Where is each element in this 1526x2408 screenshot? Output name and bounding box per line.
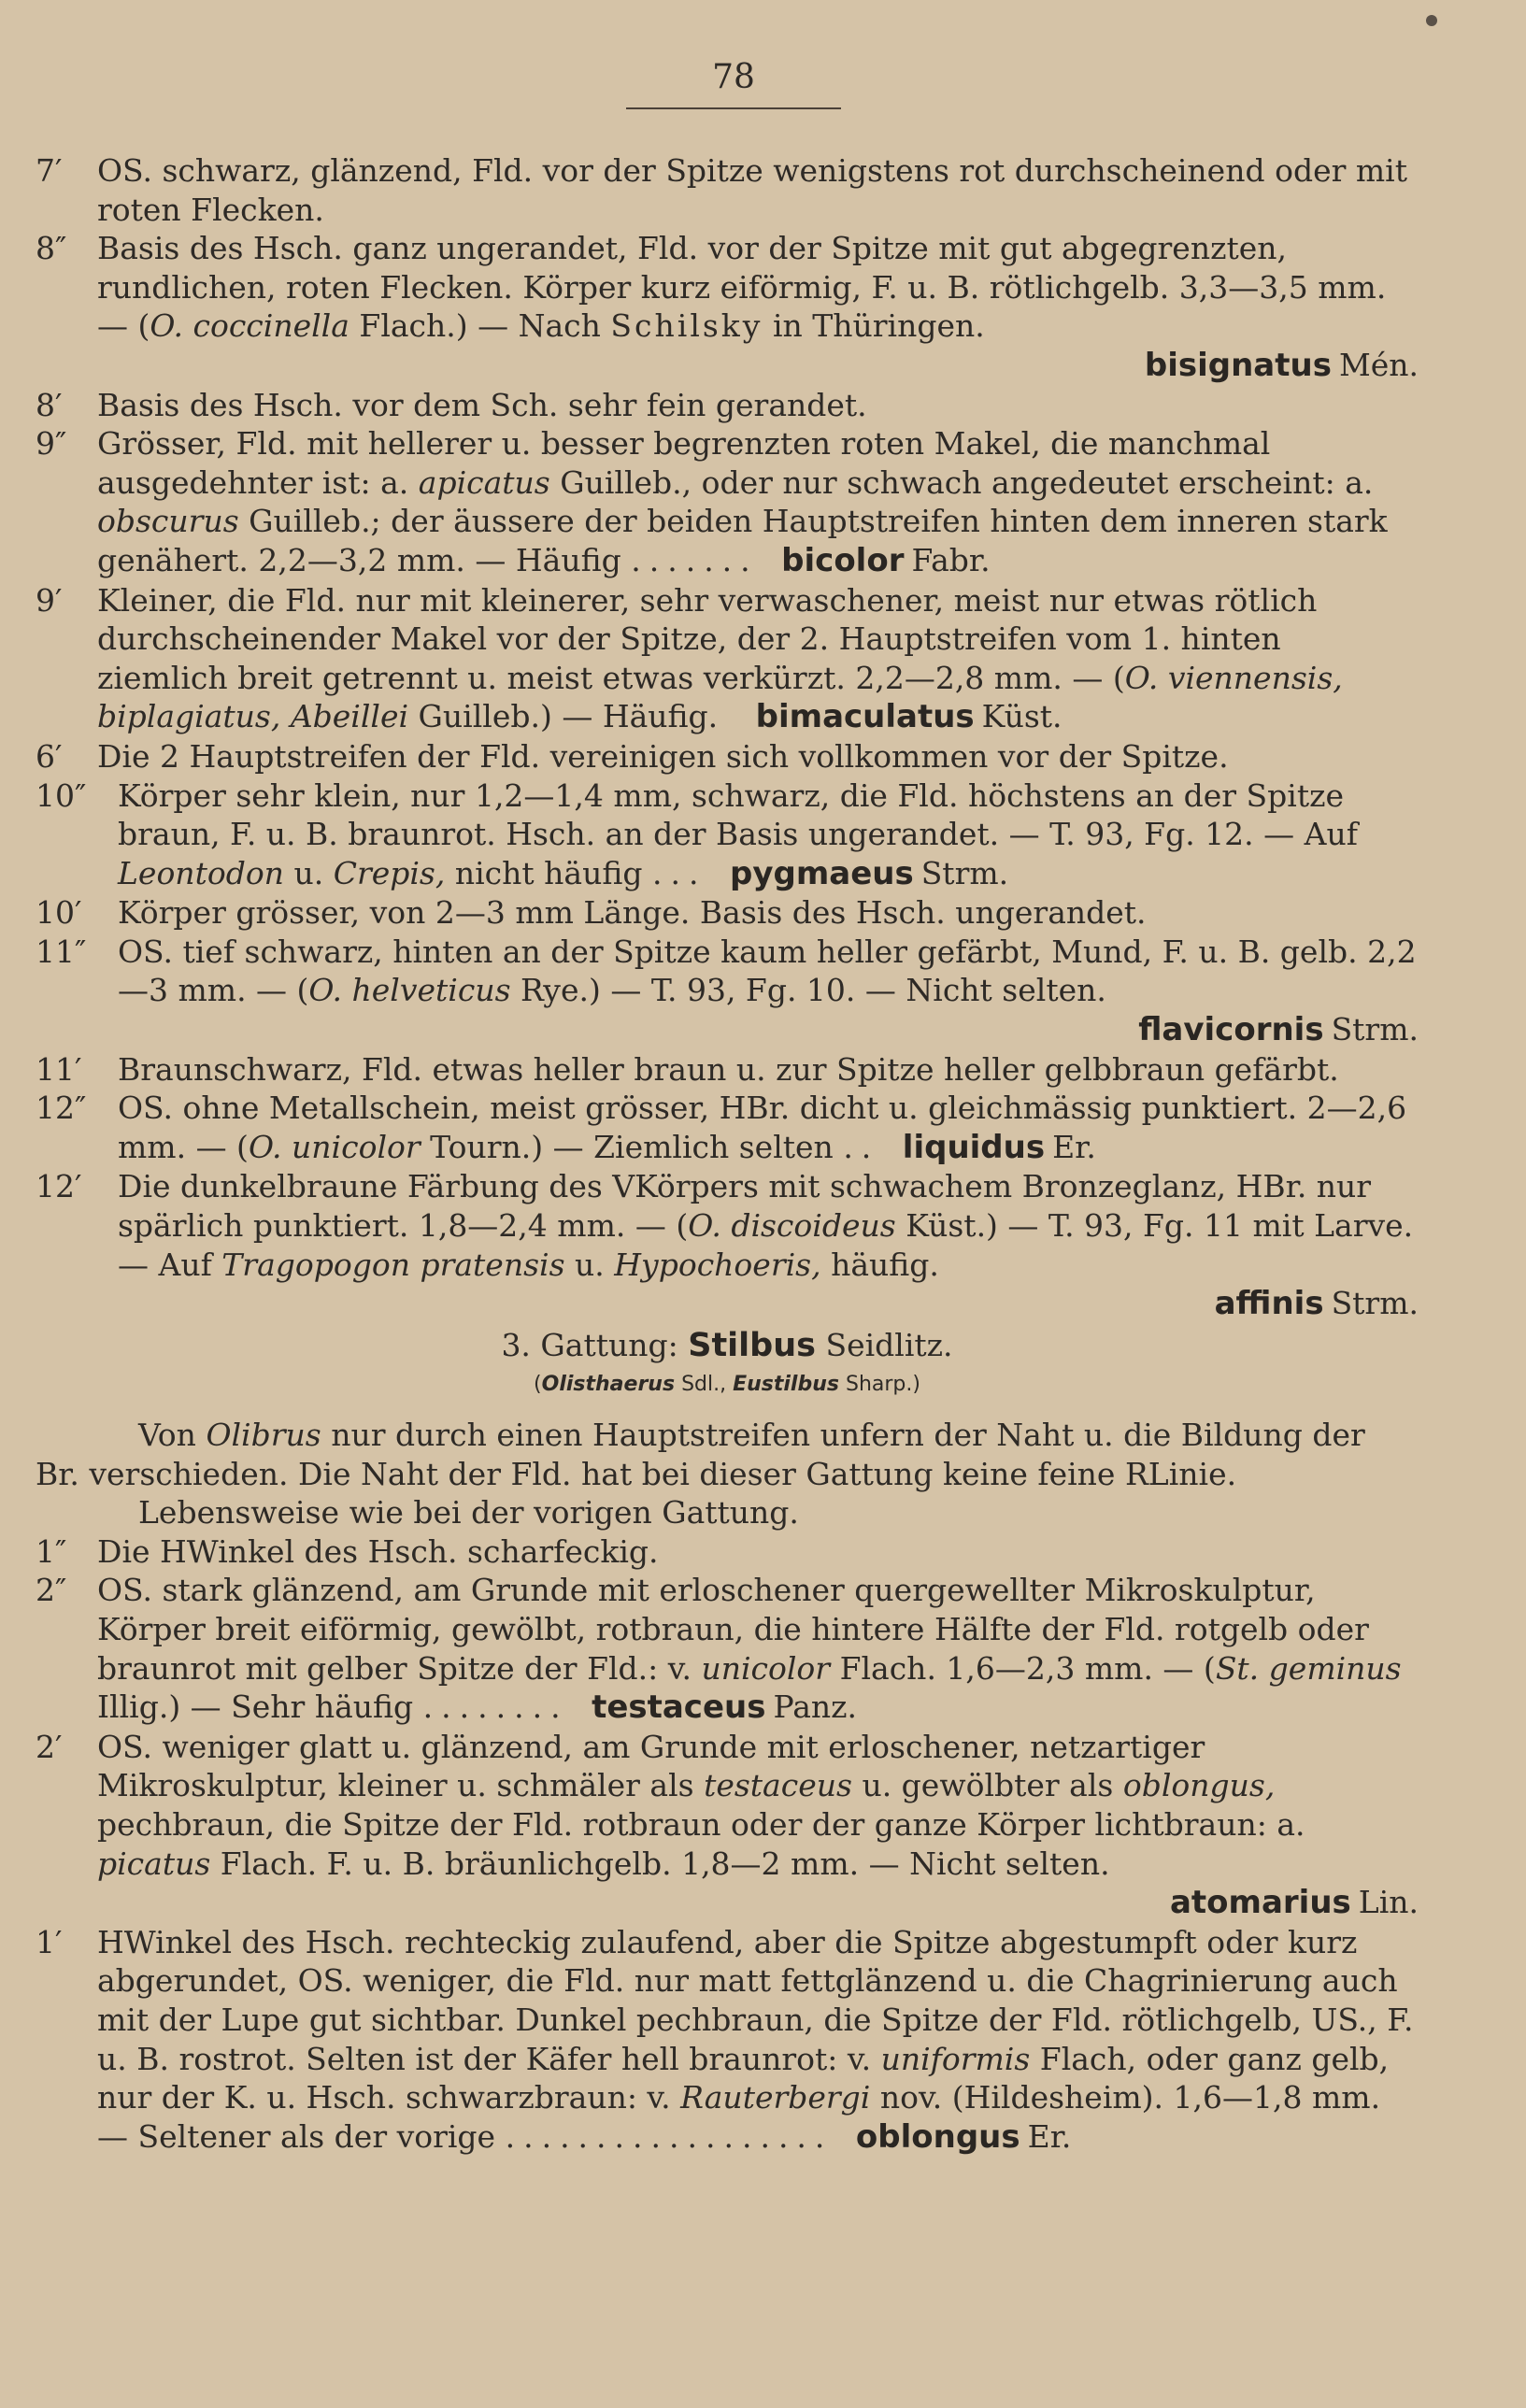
species-author: Er. [1052,1128,1096,1165]
key-number: 10′ [36,894,82,932]
leader-dots: ........ [422,1688,569,1726]
key-text: Flach. F. u. B. bräunlichgelb. 1,8—2 mm. — Nicht selten. [220,1845,1110,1882]
key-text: häufig. [831,1246,939,1283]
key-number: 10″ [36,777,87,814]
species-author: Mén. [1338,346,1419,383]
plant-name: Tragopogon pratensis [221,1246,565,1283]
key-entry-s2p [36,1728,1419,1923]
key-number: 11″ [36,933,87,970]
genus-intro [36,1416,1419,1493]
leader-dots: ... [652,854,707,891]
key-text: OS. tief schwarz, hinten an der Spitze kaum heller gefärbt, Mund, F. u. B. gelb. 2,2—3 mm. — ( [118,933,1417,1009]
key-entry-8pp [36,229,1419,385]
key-text: Rye.) — T. 93, Fg. 10. — Nicht selten. [521,972,1106,1009]
key-entry-11p [36,1050,1419,1090]
key-entry-10p [36,893,1419,933]
key-entry-s2pp [36,1571,1419,1727]
key-text: Basis des Hsch. ganz ungerandet, Fld. vor der Spitze mit gut abgegrenzten, rundlichen, roten Flecken. Körper kurz eiförmig, F. u. B. rötlichgelb. 3,3—3,5 mm. — ( [97,230,1387,345]
aberration-name: obscurus [97,503,239,540]
key-text: OS. ohne Metallschein, meist grösser, HBr. dicht u. gleichmässig punktiert. 2—2,6 mm. — ( [118,1090,1407,1165]
variety-name: Rauterbergi [680,2079,871,2116]
plant-name: Crepis, [333,854,446,891]
key-number: 2′ [36,1728,63,1765]
key-number: 7′ [36,152,63,189]
species-author: Strm. [920,854,1009,891]
key-number: 9′ [36,581,63,619]
species-author: Panz. [773,1688,857,1726]
lifestyle-note: Lebensweise wie bei der vorigen Gattung. [138,1494,799,1532]
key-text: OS. stark glänzend, am Grunde mit erloschener quergewellter Mikroskulptur, Körper breit eiförmig, gewölbt, rotbraun, die hintere Hälfte der Fld. rotgelb oder braunrot mit gelber Spitze der Fld.: v. [97,1572,1369,1687]
genus-name: Stilbus [688,1326,816,1364]
key-text: nicht häufig [454,854,643,891]
synonym: O. unicolor [248,1128,421,1165]
leader-dots: .. [843,1128,880,1165]
synonym: O. coccinella [150,307,349,345]
species-author: Strm. [1331,1285,1419,1322]
key-text: Guilleb.; der äussere der beiden Hauptstreifen hinten dem inneren stark genähert. 2,2—3,2 mm. — Häufig [97,503,1388,578]
species-line [118,1284,1419,1324]
aberration-name: picatus [97,1845,211,1882]
intro-text: nur durch einen Hauptstreifen unfern der Naht u. die Bildung der Br. verschieden. Die Naht der Fld. hat bei dieser Gattung keine feine RLinie. [36,1417,1365,1492]
key-entry-8p [36,386,1419,425]
leader-dots: ....... [631,541,759,578]
key-text: Küst.) — T. 93, Fg. 11 mit Larve. — Auf [118,1207,1414,1283]
key-entry-12pp [36,1089,1419,1167]
species-name: pygmaeus [729,854,914,892]
key-entry-10pp [36,777,1419,894]
key-number: 6′ [36,737,63,775]
key-entry-7p [36,151,1419,229]
collector-name: Schilsky [610,307,763,345]
species-name: liquidus [902,1128,1046,1166]
key-text: Flach.) — Nach [359,307,601,345]
key-text: OS. weniger glatt u. glänzend, am Grunde mit erloschener, netzartiger Mikroskulptur, kleiner u. schmäler als [97,1728,1205,1804]
key-text: Flach. 1,6—2,3 mm. — ( [839,1649,1216,1687]
key-number: 1′ [36,1923,63,1960]
species-name: affinis [1214,1285,1324,1323]
key-text: Die HWinkel des Hsch. scharfeckig. [97,1532,659,1570]
key-text: Flach, oder ganz gelb, nur der K. u. Hsch. schwarzbraun: v. [97,2040,1390,2116]
paren: ( [534,1373,542,1397]
plant-name: Hypochoeris, [614,1246,821,1283]
variety-name: unicolor [701,1649,831,1687]
synonym-author: Sharp.) [845,1373,920,1397]
synonym: O. helveticus [308,972,511,1009]
key-entry-6p [36,737,1419,777]
key-number: 12′ [36,1168,82,1205]
key-text: Körper grösser, von 2—3 mm Länge. Basis des Hsch. ungerandet. [118,894,1147,932]
synonym-author: Sdl., [681,1373,727,1397]
key-entry-s1pp [36,1532,1419,1572]
key-text: nov. (Hildesheim). 1,6—1,8 mm. — Seltener als der vorige [97,2079,1381,2155]
key-text: HWinkel des Hsch. rechteckig zulaufend, aber die Spitze abgestumpft oder kurz abgerundet, OS. weniger, die Fld. nur matt fettglänzend u. die Chagrinierung auch mit der Lupe gut sichtbar. Dunkel pechbraun, die Spitze der Fld. rötlichgelb, US., F. u. B. rostrot. Selten ist der Käfer hell braunrot: v. [97,1923,1414,2077]
key-text: Guilleb.) — Häufig. [418,698,719,735]
species-name: bicolor [781,541,905,579]
key-number: 11′ [36,1050,82,1088]
genus-author: Seidlitz. [825,1326,953,1363]
species-author: Fabr. [911,541,991,578]
key-text: u. [575,1246,605,1283]
species-name: bimaculatus [755,698,975,736]
key-entry-9pp [36,424,1419,580]
species-line [118,1010,1419,1050]
key-number: 9″ [36,425,67,463]
plant-name: Leontodon [118,854,284,891]
genus-synonym: Olisthaerus [541,1373,676,1397]
key-text: Guilleb., oder nur schwach angedeutet erscheint: a. [560,463,1374,501]
key-text: Basis des Hsch. vor dem Sch. sehr fein gerandet. [97,386,867,423]
key-number: 12″ [36,1090,87,1127]
key-entry-12p [36,1167,1419,1323]
aberration-name: apicatus [418,463,550,501]
key-entry-9p [36,581,1419,737]
synonym: St. geminus [1215,1649,1402,1687]
genus-synonym: Eustilbus [733,1373,839,1397]
key-text: Die 2 Hauptstreifen der Fld. vereinigen sich vollkommen vor der Spitze. [97,737,1229,775]
key-text: pechbraun, die Spitze der Fld. rotbraun oder der ganze Körper lichtbraun: a. [97,1805,1305,1843]
genus-synonyms [36,1365,1419,1404]
key-text: Kleiner, die Fld. nur mit kleinerer, sehr verwaschener, meist nur etwas rötlich durchscheinender Makel vor der Spitze, der 2. Hauptstreifen vom 1. hinten ziemlich breit getrennt u. meist etwas verkürzt. 2,2—2,8 mm. — ( [97,581,1318,696]
key-text: Braunschwarz, Fld. etwas heller braun u. zur Spitze heller gelbbraun gefärbt. [118,1050,1339,1088]
key-entry-s1p [36,1923,1419,2158]
species-line [97,346,1419,386]
species-author: Er. [1027,2117,1072,2155]
species-author: Küst. [981,698,1062,735]
key-content [36,151,1419,2157]
synonym: O. viennensis, biplagiatus, Abeillei [97,659,1343,735]
key-number: 2″ [36,1572,67,1609]
key-text: Grösser, Fld. mit hellerer u. besser begrenzten roten Makel, die manchmal ausgedehnter ist: a. [97,425,1271,501]
species-name: oblongus [855,2117,1020,2156]
key-text: Illig.) — Sehr häufig [97,1688,414,1726]
genus-reference: Olibrus [206,1417,321,1453]
page-number: 78 [626,58,841,109]
species-line [97,1883,1419,1923]
key-text: Tourn.) — Ziemlich selten [430,1128,834,1165]
key-text: OS. schwarz, glänzend, Fld. vor der Spitze wenigstens rot durchscheinend oder mit roten Flecken. [97,152,1407,228]
species-author: Strm. [1331,1011,1419,1048]
intro-text: Von [138,1417,196,1453]
leader-dots: .................. [505,2117,834,2155]
species-name: flavicornis [1138,1011,1324,1049]
synonym: O. discoideus [688,1207,896,1245]
variety-name: uniformis [880,2040,1031,2077]
key-text: in Thüringen. [772,307,985,345]
key-text: u. [293,854,324,891]
species-name: atomarius [1169,1884,1351,1922]
genus-heading [36,1326,1419,1366]
key-number: 8″ [36,230,67,267]
key-text: Körper sehr klein, nur 1,2—1,4 mm, schwarz, die Fld. höchstens an der Spitze braun, F. u. B. braunrot. Hsch. an der Basis ungerandet. — T. 93, Fg. 12. — Auf [118,777,1358,853]
species-name: testaceus [592,1688,766,1727]
key-text: Die dunkelbraune Färbung des VKörpers mit schwachem Bronzeglanz, HBr. nur spärlich punktiert. 1,8—2,4 mm. — ( [118,1168,1372,1245]
key-text: u. gewölbter als [862,1767,1114,1804]
ink-speck [1426,15,1437,26]
species-reference: oblongus, [1122,1767,1276,1804]
species-name: bisignatus [1144,346,1332,384]
species-reference: testaceus [704,1767,852,1804]
key-number: 1″ [36,1532,67,1570]
key-entry-11pp [36,933,1419,1050]
genus-label: 3. Gattung: [501,1326,678,1363]
key-number: 8′ [36,386,63,423]
species-author: Lin. [1358,1884,1419,1921]
